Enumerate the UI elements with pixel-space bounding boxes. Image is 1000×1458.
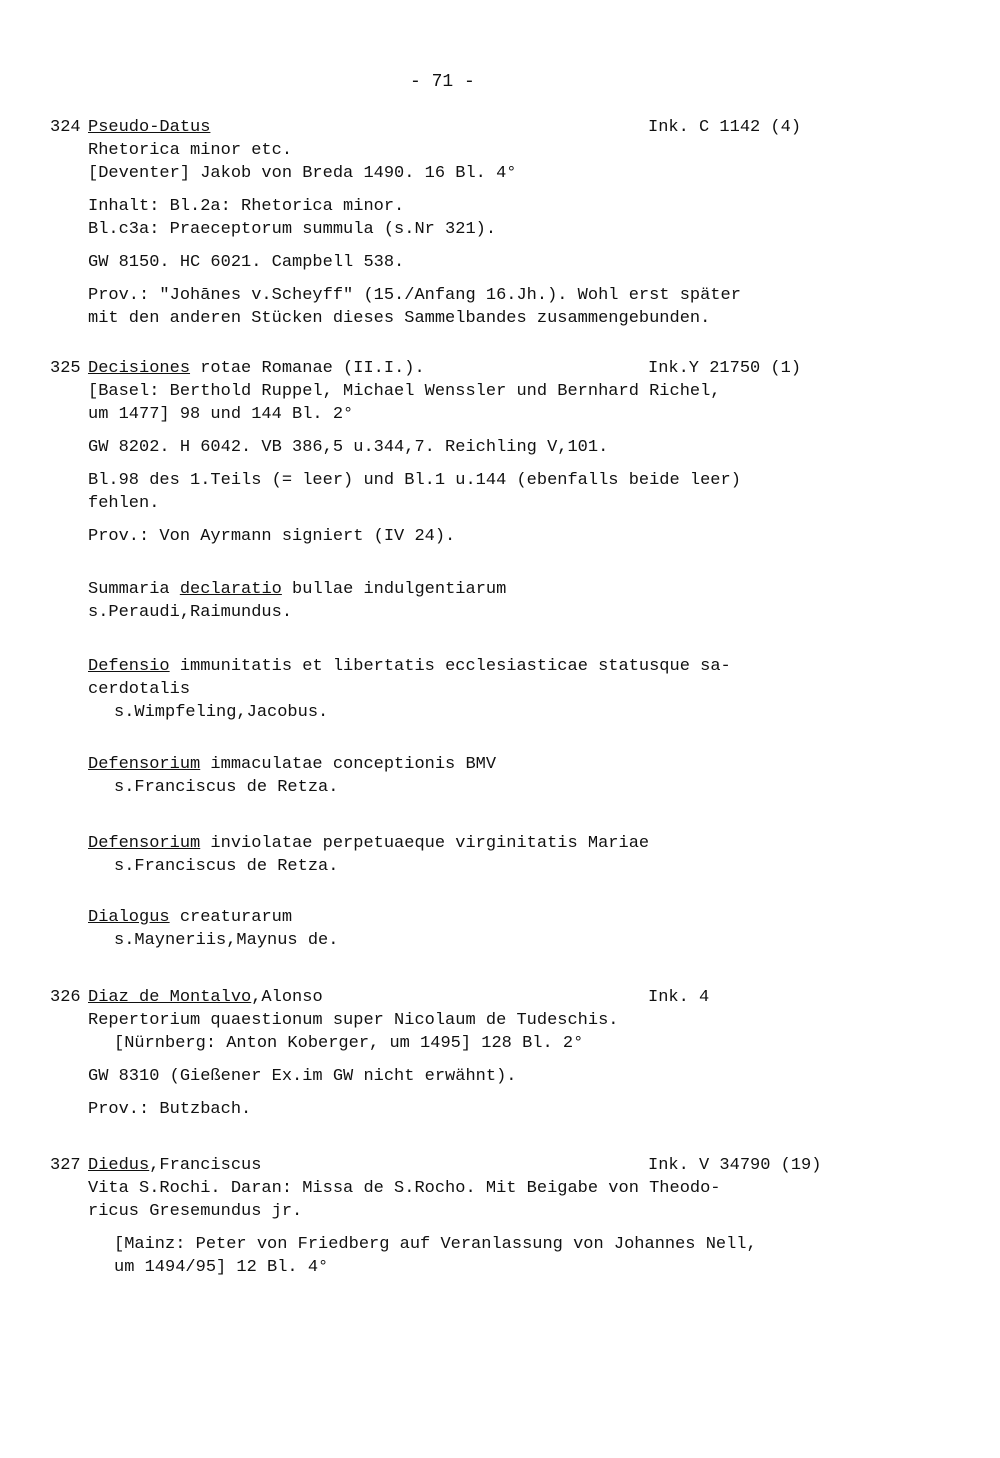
entry-title-lead: Summaria <box>88 580 180 599</box>
entry-heading <box>50 578 860 601</box>
entry-heading <box>50 1154 860 1177</box>
cross-reference-defensio <box>50 655 860 724</box>
entry-line: cerdotalis <box>88 680 191 699</box>
entry-title-rest: immunitatis et libertatis ecclesiasticae statusque sa- <box>169 657 731 676</box>
entry-title-rest: ,Franciscus <box>149 1156 262 1175</box>
entry-line: Rhetorica minor etc. <box>88 141 293 160</box>
entry-heading <box>50 906 860 929</box>
entry-line: [Nürnberg: Anton Koberger, um 1495] 128 Bl. 2° <box>114 1034 584 1053</box>
see-reference: s.Franciscus de Retza. <box>114 857 339 876</box>
entry-line: Prov.: "Johānes v.Scheyff" (15./Anfang 16.Jh.). Wohl erst später <box>88 286 741 305</box>
entry-line: GW 8150. HC 6021. Campbell 538. <box>88 253 405 272</box>
entry-title-rest: inviolatae perpetuaeque virginitatis Mariae <box>200 834 650 853</box>
entry-line: GW 8202. H 6042. VB 386,5 u.344,7. Reichling V,101. <box>88 438 609 457</box>
entry-title: Defensorium <box>88 755 201 774</box>
entry-title: Diaz de Montalvo <box>88 988 252 1007</box>
catalog-entry-326 <box>50 986 860 1121</box>
entry-title: Defensio <box>88 657 170 676</box>
entry-line: um 1494/95] 12 Bl. 4° <box>114 1258 329 1277</box>
entry-line: Prov.: Butzbach. <box>88 1100 252 1119</box>
entry-heading <box>50 116 860 139</box>
entry-title-rest: immaculatae conceptionis BMV <box>200 755 497 774</box>
shelf-mark: Ink. 4 <box>648 988 710 1007</box>
page-number: - 71 - <box>410 72 475 92</box>
entry-title: Decisiones <box>88 359 191 378</box>
catalog-entry-324 <box>50 116 860 330</box>
entry-line: fehlen. <box>88 494 160 513</box>
entry-line: [Mainz: Peter von Friedberg auf Veranlassung von Johannes Nell, <box>114 1235 757 1254</box>
entry-title-rest: creaturarum <box>169 908 293 927</box>
cross-reference-defensorium-2 <box>50 832 860 878</box>
entry-line: Inhalt: Bl.2a: Rhetorica minor. <box>88 197 405 216</box>
entry-number: 327 <box>50 1156 81 1175</box>
shelf-mark: Ink. V 34790 (19) <box>648 1156 822 1175</box>
entry-line: ricus Gresemundus jr. <box>88 1202 303 1221</box>
entry-title: Diedus <box>88 1156 150 1175</box>
entry-title-rest: ,Alonso <box>251 988 323 1007</box>
see-reference: s.Mayneriis,Maynus de. <box>114 931 339 950</box>
entry-line: Bl.c3a: Praeceptorum summula (s.Nr 321). <box>88 220 497 239</box>
entry-title-rest: rotae Romanae (II.I.). <box>190 359 425 378</box>
entry-line: Repertorium quaestionum super Nicolaum de Tudeschis. <box>88 1011 619 1030</box>
entry-number: 324 <box>50 118 81 137</box>
entry-title: Pseudo-Datus <box>88 118 211 137</box>
entry-line: mit den anderen Stücken dieses Sammelbandes zusammengebunden. <box>88 309 711 328</box>
entry-heading <box>50 753 860 776</box>
entry-title: Defensorium <box>88 834 201 853</box>
entry-line: um 1477] 98 und 144 Bl. 2° <box>88 405 354 424</box>
cross-reference-summaria <box>50 578 860 624</box>
entry-line: GW 8310 (Gießener Ex.im GW nicht erwähnt). <box>88 1067 517 1086</box>
see-reference: s.Wimpfeling,Jacobus. <box>114 703 329 722</box>
entry-heading <box>50 832 860 855</box>
entry-heading <box>50 986 860 1009</box>
see-reference: s.Franciscus de Retza. <box>114 778 339 797</box>
entry-title-rest: bullae indulgentiarum <box>281 580 507 599</box>
entry-title: Dialogus <box>88 908 170 927</box>
entry-heading <box>50 357 860 380</box>
entry-line: [Basel: Berthold Ruppel, Michael Wenssler und Bernhard Richel, <box>88 382 721 401</box>
cross-reference-defensorium-1 <box>50 753 860 799</box>
entry-number: 325 <box>50 359 81 378</box>
entry-heading <box>50 655 860 678</box>
see-reference: s.Peraudi,Raimundus. <box>88 603 293 622</box>
entry-line: [Deventer] Jakob von Breda 1490. 16 Bl. 4° <box>88 164 517 183</box>
entry-number: 326 <box>50 988 81 1007</box>
catalog-entry-327 <box>50 1154 860 1279</box>
shelf-mark: Ink. C 1142 (4) <box>648 118 802 137</box>
entry-title: declaratio <box>179 580 282 599</box>
entry-line: Bl.98 des 1.Teils (= leer) und Bl.1 u.144 (ebenfalls beide leer) <box>88 471 741 490</box>
cross-reference-dialogus <box>50 906 860 952</box>
shelf-mark: Ink.Y 21750 (1) <box>648 359 802 378</box>
catalog-entry-325 <box>50 357 860 548</box>
entry-line: Prov.: Von Ayrmann signiert (IV 24). <box>88 527 456 546</box>
entry-line: Vita S.Rochi. Daran: Missa de S.Rocho. Mit Beigabe von Theodo- <box>88 1179 721 1198</box>
